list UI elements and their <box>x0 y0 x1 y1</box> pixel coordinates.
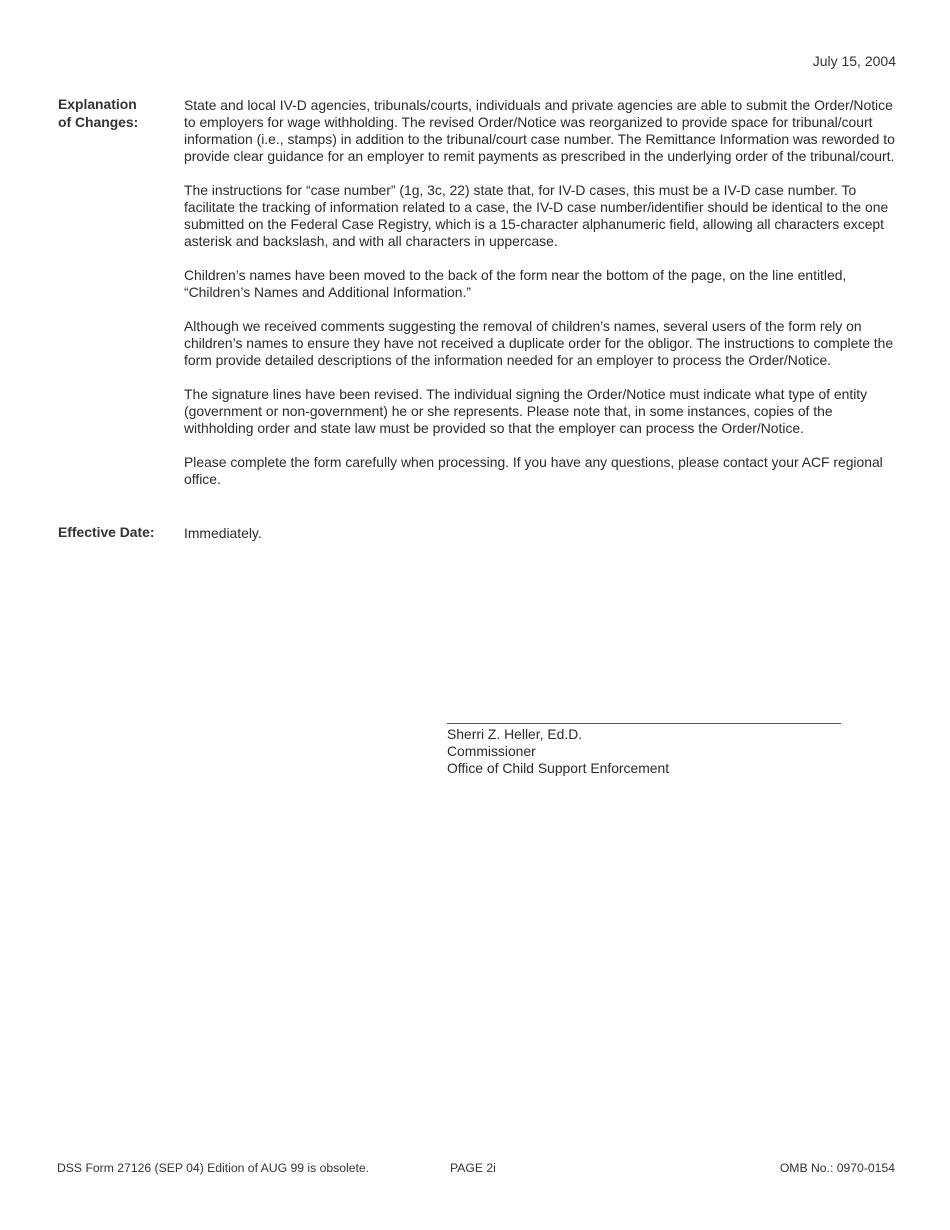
signer-title: Commissioner <box>447 743 536 759</box>
explanation-paragraph: The signature lines have been revised. The individual signing the Order/Notice must indicate what type of entity (government or non-government) he or she represents. Please note that, in some instances, copies of the withholding order and state law must be provided so that the employer can process the Order/Notice. <box>184 386 868 436</box>
effective-date-label: Effective Date: <box>58 524 155 540</box>
effective-date-value: Immediately. <box>184 525 262 541</box>
signer-office: Office of Child Support Enforcement <box>447 760 670 776</box>
explanation-paragraph: Children’s names have been moved to the back of the form near the bottom of the page, on the line entitled, “Children’s Names and Additional Information.” <box>184 267 847 300</box>
explanation-paragraph: Although we received comments suggesting the removal of children’s names, several users of the form rely on children’s names to ensure they have not received a duplicate order for the obligor. The instructions to complete the form provide detailed descriptions of the information needed for an employer to process the Order/Notice. <box>184 318 894 368</box>
explanation-label <box>58 96 138 131</box>
signer-name: Sherri Z. Heller, Ed.D. <box>447 726 583 742</box>
footer-omb-number: OMB No.: 0970-0154 <box>779 1161 895 1175</box>
explanation-body <box>184 97 896 505</box>
explanation-label-line2: of Changes: <box>58 113 139 130</box>
document-date: July 15, 2004 <box>812 53 896 69</box>
explanation-paragraph: The instructions for “case number” (1g, 3c, 22) state that, for IV-D cases, this must be a IV-D case number. To facilitate the tracking of information related to a case, the IV-D case number/identifier should be identical to the one submitted on the Federal Case Registry, which is a 15-character alphanumeric field, allowing all characters except asterisk and backslash, and with all characters in uppercase. <box>184 182 889 249</box>
signature-line <box>447 723 841 724</box>
signature-block <box>447 726 669 777</box>
explanation-paragraph: State and local IV-D agencies, tribunals/courts, individuals and private agencies are able to submit the Order/Notice to employers for wage withholding. The revised Order/Notice was reorganized to provide space for tribunal/court information (i.e., stamps) in addition to the tribunal/court case number. The Remittance Information was reworded to provide clear guidance for an employer to remit payments as prescribed in the underlying order of the tribunal/court. <box>184 97 895 164</box>
explanation-paragraph: Please complete the form carefully when processing. If you have any questions, please contact your ACF regional office. <box>184 454 883 487</box>
footer-form-info: DSS Form 27126 (SEP 04) Edition of AUG 99 is obsolete. <box>57 1161 370 1175</box>
footer-page-number: PAGE 2i <box>450 1161 496 1175</box>
explanation-label-line1: Explanation <box>58 96 137 112</box>
